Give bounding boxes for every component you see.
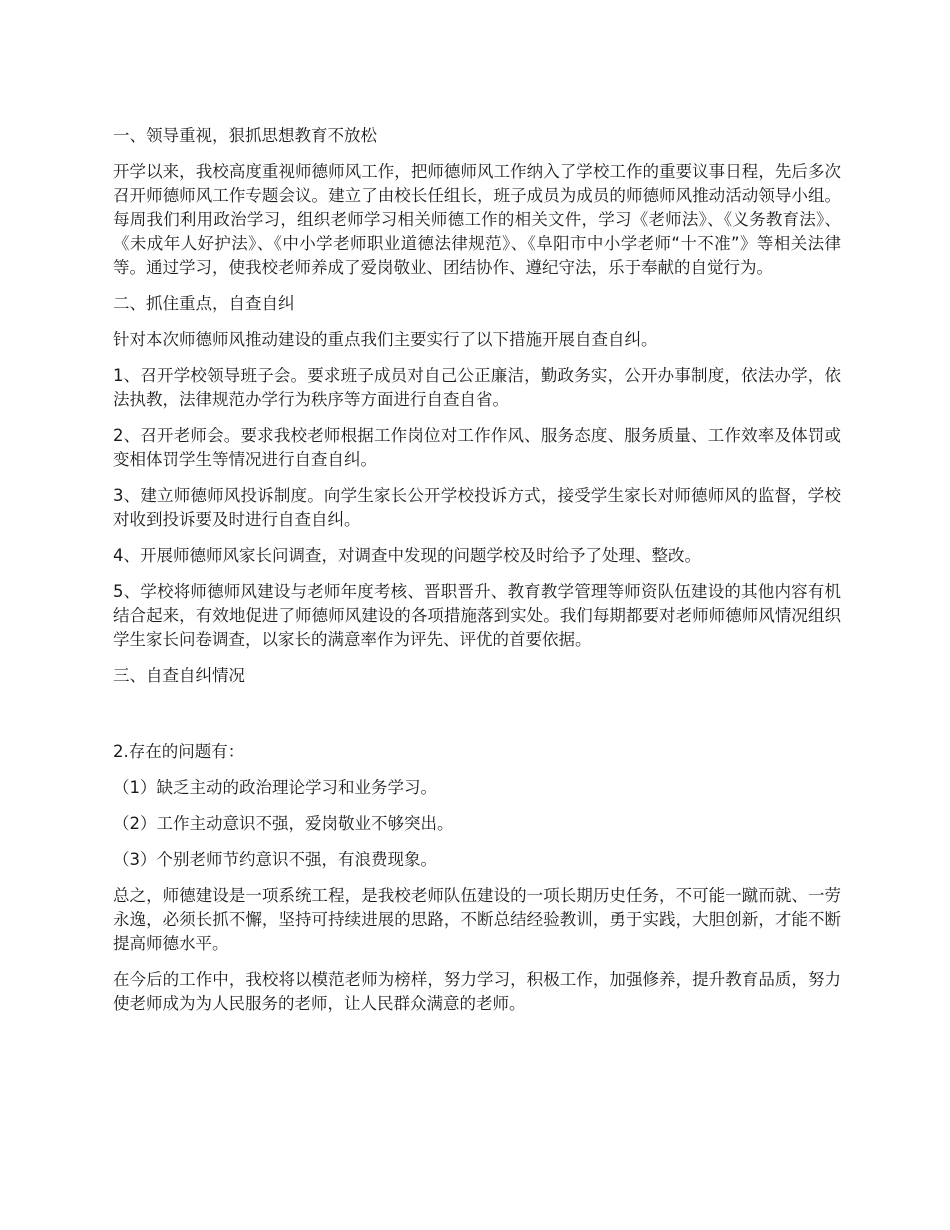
list-item: 1、召开学校领导班子会。要求班子成员对自己公正廉洁，勤政务实，公开办事制度，依法办学，依法执教，法律规范办学行为秩序等方面进行自查自省。	[113, 366, 841, 409]
list-item: 4、开展师德师风家长问调查，对调查中发现的问题学校及时给予了处理、整改。	[113, 546, 701, 565]
list-item: 3、建立师德师风投诉制度。向学生家长公开学校投诉方式，接受学生家长对师德师风的监督，学校对收到投诉要及时进行自查自纠。	[113, 486, 841, 529]
document-body	[113, 124, 841, 1028]
blank-gap	[113, 700, 841, 740]
problem-item: （3）个别老师节约意识不强，有浪费现象。	[113, 850, 437, 869]
list-item: 5、学校将师德师风建设与老师年度考核、晋职晋升、教育教学管理等师资队伍建设的其他内容有机结合起来，有效地促进了师德师风建设的各项措施落到实处。我们每期都要对老师师德师风情况组织学生家长问卷调查，以家长的满意率作为评先、评优的首要依据。	[113, 582, 841, 649]
summary-paragraph: 总之，师德建设是一项系统工程，是我校老师队伍建设的一项长期历史任务，不可能一蹴而就、一劳永逸，必须长抓不懈，坚持可持续进展的思路，不断总结经验教训，勇于实践，大胆创新，才能不断提高师德水平。	[113, 886, 841, 953]
problem-item: （2）工作主动意识不强，爱岗敬业不够突出。	[113, 814, 454, 833]
problems-heading: 2.存在的问题有：	[113, 742, 245, 761]
closing-paragraph: 在今后的工作中，我校将以模范老师为榜样，努力学习，积极工作，加强修养，提升教育品质，努力使老师成为为人民服务的老师，让人民群众满意的老师。	[113, 970, 841, 1013]
body-paragraph: 针对本次师德师风推动建设的重点我们主要实行了以下措施开展自查自纠。	[113, 330, 658, 349]
section-heading-2: 二、抓住重点，自查自纠	[113, 294, 295, 313]
section-heading-3: 三、自查自纠情况	[113, 666, 245, 685]
section-heading-1: 一、领导重视，狠抓思想教育不放松	[113, 126, 377, 145]
problem-item: （1）缺乏主动的政治理论学习和业务学习。	[113, 778, 437, 797]
list-item: 2、召开老师会。要求我校老师根据工作岗位对工作作风、服务态度、服务质量、工作效率及体罚或变相体罚学生等情况进行自查自纠。	[113, 426, 841, 469]
body-paragraph: 开学以来，我校高度重视师德师风工作，把师德师风工作纳入了学校工作的重要议事日程，先后多次召开师德师风工作专题会议。建立了由校长任组长，班子成员为成员的师德师风推动活动领导小组。每周我们利用政治学习，组织老师学习相关师德工作的相关文件，学习《老师法》、《义务教育法》、《未成年人好护法》、《中小学老师职业道德法律规范》、《阜阳市中小学老师“十不准”》等相关法律等。通过学习，使我校老师养成了爱岗敬业、团结协作、遵纪守法，乐于奉献的自觉行为。	[113, 162, 841, 277]
